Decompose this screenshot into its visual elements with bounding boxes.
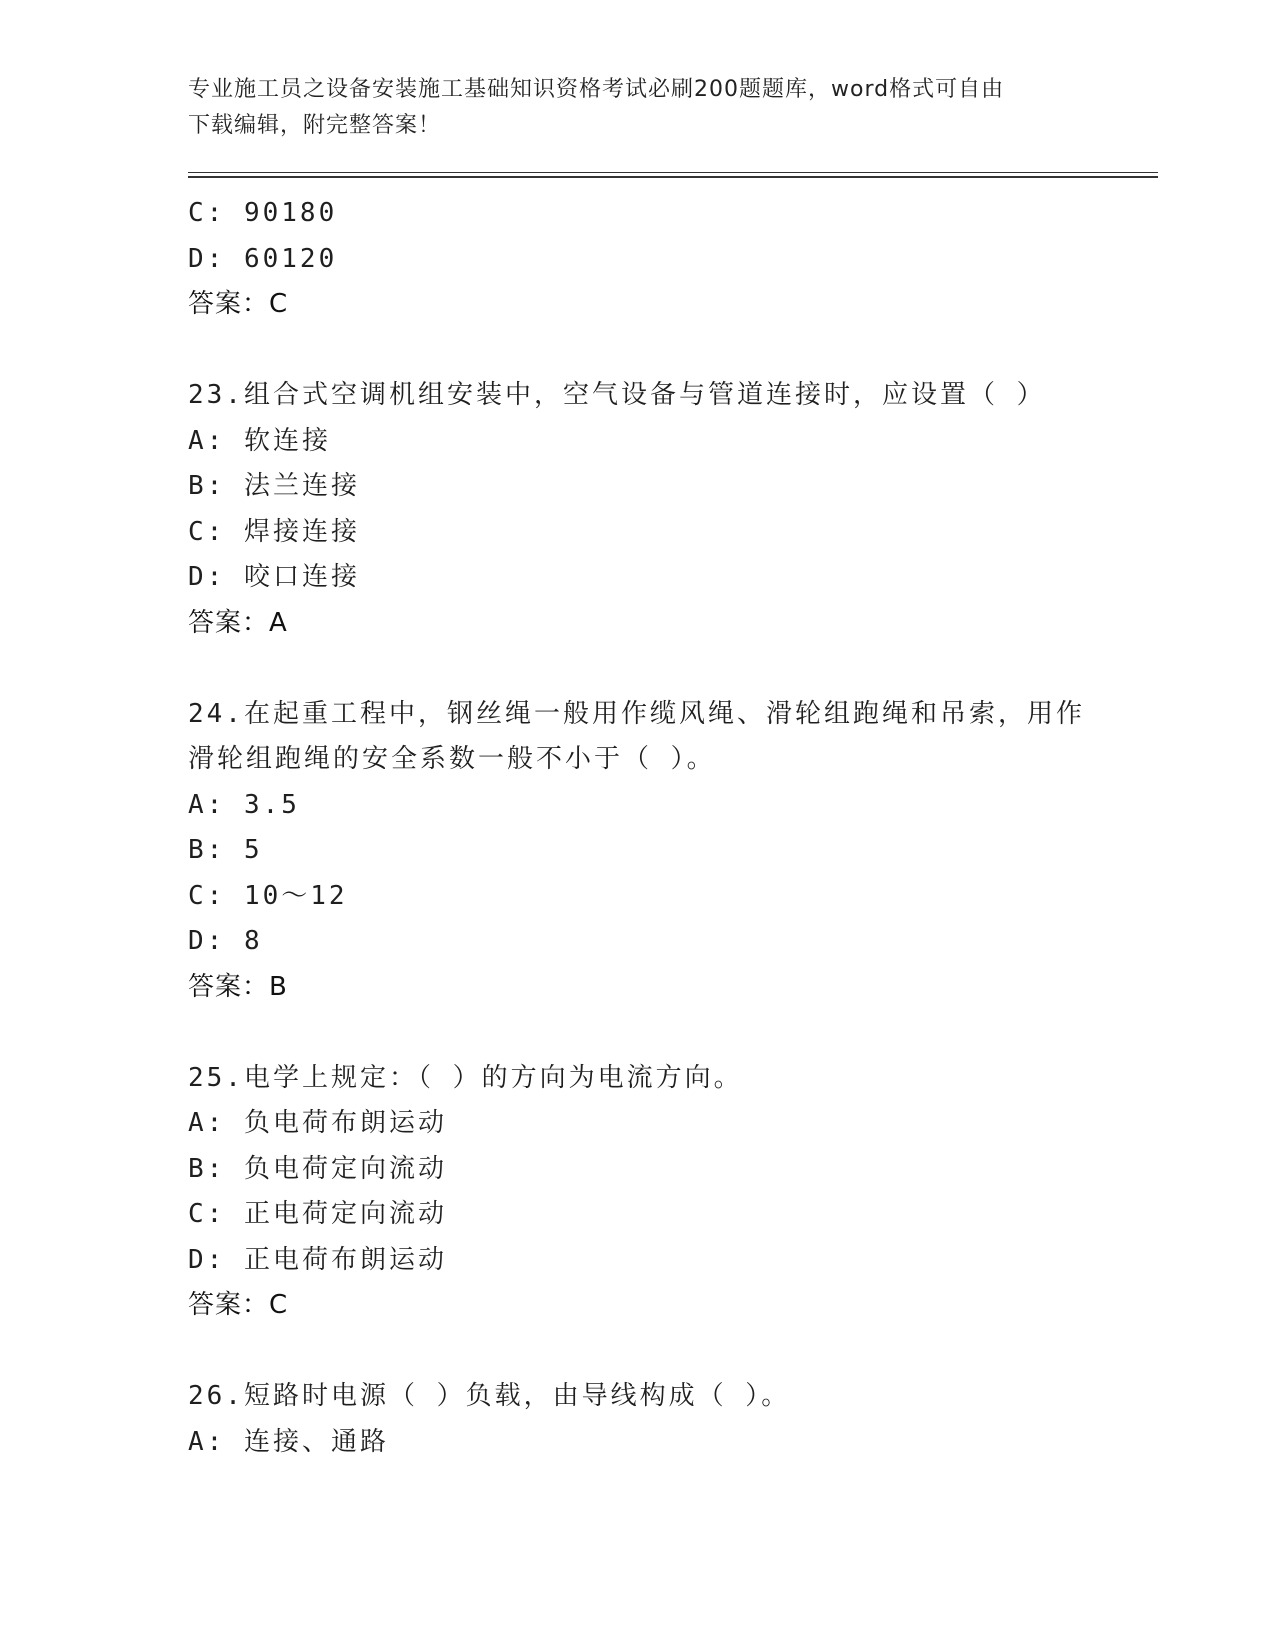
option-c: C: 正电荷定向流动	[188, 1199, 447, 1229]
answer-line: 答案：C	[188, 1290, 289, 1320]
spacer	[188, 328, 1088, 374]
header-title-line-2: 下载编辑，附完整答案！	[188, 113, 442, 138]
option-d: D: 正电荷布朗运动	[188, 1244, 447, 1275]
option-a: A: 连接、通路	[188, 1426, 389, 1457]
spacer	[188, 1010, 1088, 1056]
option-a: A: 软连接	[188, 425, 331, 456]
question-block-prev	[188, 191, 1088, 328]
spacer	[188, 1329, 1088, 1375]
header-divider-bottom	[188, 176, 1158, 178]
option-d: D: 60120	[188, 243, 338, 274]
answer-line: 答案：C	[188, 289, 289, 319]
answer-line: 答案：B	[188, 971, 288, 1002]
question-block-26	[188, 1374, 1088, 1465]
header-divider-top	[188, 172, 1158, 173]
question-text-line-1: 24.在起重工程中，钢丝绳一般用作缆风绳、滑轮组跑绳和吊索，用作	[188, 698, 1085, 729]
header-title-line-1: 专业施工员之设备安装施工基础知识资格考试必刷200题题库，word格式可自由	[188, 77, 1005, 102]
option-d: D: 咬口连接	[188, 562, 360, 592]
option-a: A: 负电荷布朗运动	[188, 1108, 447, 1138]
option-c: C: 10～12	[188, 880, 348, 911]
question-text: 26.短路时电源（ ）负载，由导线构成（ ）。	[188, 1381, 791, 1411]
question-block-24	[188, 692, 1088, 1011]
option-d: D: 8	[188, 926, 263, 956]
question-text: 25.电学上规定：（ ）的方向为电流方向。	[188, 1062, 743, 1093]
spacer	[188, 646, 1088, 692]
question-block-25	[188, 1056, 1088, 1329]
question-list	[188, 191, 1088, 1465]
option-b: B: 负电荷定向流动	[188, 1153, 447, 1184]
question-text-line-2: 滑轮组跑绳的安全系数一般不小于（ ）。	[188, 744, 716, 774]
document-header	[188, 72, 1088, 144]
answer-line: 答案：A	[188, 607, 288, 638]
option-c: C: 90180	[188, 198, 338, 228]
option-a: A: 3.5	[188, 789, 300, 820]
option-b: B: 5	[188, 835, 263, 865]
option-c: C: 焊接连接	[188, 516, 360, 547]
question-block-23	[188, 373, 1088, 646]
question-text: 23.组合式空调机组安装中，空气设备与管道连接时，应设置（ ）	[188, 380, 1046, 410]
option-b: B: 法兰连接	[188, 471, 360, 501]
